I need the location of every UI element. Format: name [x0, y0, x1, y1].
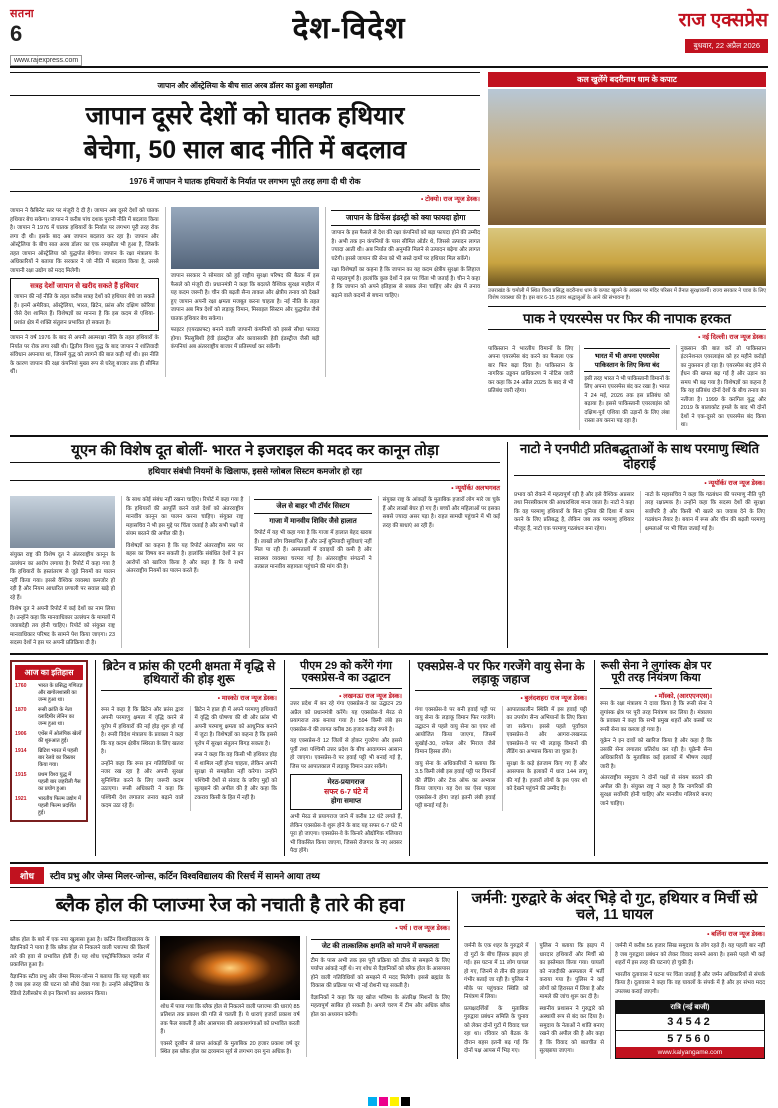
britain-story: [95, 660, 277, 856]
blackhole-col-1: [10, 936, 149, 1057]
history-item: [15, 707, 83, 728]
edition-date: बुधवार, 22 अप्रैल 2026: [685, 39, 768, 53]
history-year: 1906: [15, 730, 27, 737]
history-text: भारतीय फिल्म उद्योग में पहली फिल्म प्रदर्शित हुई।: [38, 795, 82, 816]
blackhole-col-2: [155, 936, 299, 1057]
lead-col1-p2: जापान ने वर्ष 1976 के बाद से अपनी आत्मरक्षा नीति के तहत हथियारों के निर्यात पर रोक लगा रखी थी। द्वितीय विश्व युद्ध के बाद जापान ने शांतिवादी संविधान अपनाया था, जिसमें युद्ध को त्यागने की बात कही गई थी। इस नीति के कारण जापान की रक्षा कंपनियां मुख्य रूप से घरेलू बाजार तक ही सीमित थीं।: [10, 335, 159, 376]
shodh-bar: [10, 862, 768, 888]
lead-col-2: [165, 207, 320, 377]
shodh-tag: शोध: [10, 867, 44, 884]
history-year: 1870: [15, 706, 27, 713]
germany-col-1: [464, 942, 529, 1059]
history-box: [10, 660, 88, 856]
pm-ganga-inset-l3: होगा समाप्त: [330, 798, 362, 806]
history-item: [15, 683, 83, 704]
lead-col3-p2: रक्षा विशेषज्ञों का कहना है कि जापान का यह कदम क्षेत्रीय सुरक्षा के लिहाज से महत्वपूर्ण है। हालांकि कुछ देशों ने इस पर चिंता भी जताई है। चीन ने कहा है कि जापान को अपने इतिहास से सबक लेना चाहिए और क्षेत्र में तनाव बढ़ाने वाले कदमों से बचना चाहिए।: [331, 267, 481, 299]
blackhole-headline: ब्लैक होल की प्लाज्मा रेज को नचाती है तारे की हवा: [55, 894, 405, 916]
russia-headline: रूसी सेना ने लुगांस्क क्षेत्र पर पूरी तरह नियंत्रण किया: [600, 659, 712, 685]
history-year: 1915: [15, 771, 27, 778]
pak-col-2: [579, 345, 669, 430]
pak-col-3: [676, 345, 766, 430]
blackhole-photo: [160, 936, 299, 1000]
blackhole-byline: • पर्थ । राज न्यूज डेस्क।: [395, 924, 450, 932]
history-item: [15, 748, 83, 769]
britain-col-2: [190, 706, 278, 811]
pm-ganga-byline: • लखनऊ/ राज न्यूज डेस्क।: [339, 693, 402, 701]
history-item: [15, 796, 83, 817]
un-col2-p2: विशेषज्ञों का कहना है कि यह रिपोर्ट अंतरराष्ट्रीय स्तर पर बहस का विषय बन सकती है। हालांकि संबंधित देशों ने इन आरोपों को खारिज किया है और कहा है कि वे सभी अंतरराष्ट्रीय नियमों का पालन करते हैं।: [126, 542, 244, 575]
germany-col1-p2: प्रत्यक्षदर्शियों के मुताबिक गुरुद्वारा प्रबंधन समिति के चुनाव को लेकर दोनों गुटों में विवाद चल रहा था। रविवार को बैठक के दौरान बहस इतनी बढ़ गई कि दोनों पक्ष आपस में भिड़ गए।: [464, 1005, 529, 1055]
un-col2-p1: के साथ कोई संबंध नहीं रखना चाहिए। रिपोर्ट में कहा गया है कि हथियारों की आपूर्ति करने वाले देशों को अंतरराष्ट्रीय मानवीय कानून का पालन करना चाहिए। संयुक्त राष्ट्र महासचिव ने भी इस मुद्दे पर चिंता जताई है और सभी पक्षों से संयम बरतने की अपील की है।: [126, 497, 244, 538]
lead-inset-box: [10, 278, 159, 331]
pak-col3: नुकसान की बात करें तो पाकिस्तान इंटरनेशनल एयरलाइंस को हर महीने करोड़ों का नुकसान हो रहा है। एयरस्पेस बंद होने से ईंधन की खपत बढ़ गई है और उड़ान का समय भी बढ़ गया है। विशेषज्ञों का कहना है कि यह प्रतिबंध दोनों देशों के बीच तनाव का नतीजा है। 1999 के करगिल युद्ध और 2019 के बालाकोट हमले के बाद भी दोनों देशों ने एक-दूसरे का एयरस्पेस बंद किया था।: [680, 345, 766, 429]
germany-col3-p2: भारतीय दूतावास ने घटना पर चिंता जताई है और जर्मन अधिकारियों से संपर्क किया है। दूतावास ने कहा कि वह घायलों के संपर्क में है और हर संभव मदद उपलब्ध कराई जाएगी।: [615, 971, 765, 995]
history-text: एथेंस में ओलंपिक खेलों की शुरुआत हुई।: [38, 730, 82, 744]
germany-headline: जर्मनी: गुरुद्वारे के अंदर भिड़े दो गुट, हथियार व मिर्ची स्प्रे चले, 11 घायल: [471, 890, 758, 923]
kalyan-result-box: [615, 1000, 765, 1059]
airforce-col1-p1: गंगा एक्सप्रेस-वे पर बनी हवाई पट्टी पर वायु सेना के लड़ाकू विमान फिर गरजेंगे। उद्घाटन से पहले वायु सेना का एयर शो आयोजित किया जाएगा, जिसमें सुखोई-30, राफेल और मिराज जैसे विमान हिस्सा लेंगे।: [415, 706, 496, 756]
blackhole-col2-p2: एक्सरे दूरबीन से प्राप्त आंकड़ों के मुताबिक 20 हजार प्रकाश वर्ष दूर स्थित इस ब्लैक होल का द्रव्यमान सूर्य से लगभग दस गुना अधिक है।: [160, 1040, 300, 1056]
lead-col3-head: जापान के डिफेंस इंडस्ट्री को क्या फायदा होगा: [331, 210, 480, 226]
britain-headline: ब्रिटेन व फ्रांस की एटमी क्षमता में वृद्धि से हथियारों की होड़ शुरू: [102, 658, 276, 687]
pak-col1: पाकिस्तान ने भारतीय विमानों के लिए अपना एयरस्पेस बंद करने का फैसला एक बार फिर बढ़ा दिया है। पाकिस्तान के नागरिक उड्डयन प्राधिकरण ने नोटिस जारी कर कहा कि 24 अप्रैल 2025 के बाद से भी प्रतिबंध जारी रहेगा।: [488, 345, 574, 395]
masthead: [10, 6, 768, 64]
history-year: 1914: [15, 747, 27, 754]
pm-ganga-p3: अभी मेरठ से प्रयागराज जाने में करीब 12 घंटे लगते हैं, लेकिन एक्सप्रेस-वे शुरू होने के बाद यह सफर 6-7 घंटे में पूरा हो जाएगा। एक्सप्रेस-वे के किनारे औद्योगिक गलियारा भी विकसित किया जाएगा, जिससे रोजगार के नए अवसर पैदा होंगे।: [290, 814, 402, 855]
pak-subhead: भारत में भी अपना एयरस्पेस पाकिस्तान के लिए किया बंद: [584, 348, 669, 372]
lead-col2-p1: जापान सरकार ने सोमवार को हुई राष्ट्रीय सुरक्षा परिषद की बैठक में इस फैसले को मंजूरी दी। प्रधानमंत्री ने कहा कि बदलते वैश्विक सुरक्षा माहौल में यह कदम जरूरी है। चीन की बढ़ती सैन्य ताकत और क्षेत्रीय तनाव को देखते हुए जापान अपनी रक्षा क्षमता मजबूत करना चाहता है। नई नीति के तहत जापान अब मित्र देशों को लड़ाकू विमान, मिसाइल सिस्टम और युद्धपोत जैसे घातक हथियार बेच सकेगा।: [170, 273, 320, 322]
pak-col-1: [488, 345, 573, 430]
masthead-center: [130, 6, 568, 47]
airforce-col2-p2: सुरक्षा के कड़े इंतजाम किए गए हैं और आसपास के इलाकों में धारा 144 लागू की गई है। हजारों लोगों के इस एयर शो को देखने पहुंचने की उम्मीद है।: [506, 760, 587, 793]
britain-col1-p1: रूस ने कहा है कि ब्रिटेन और फ्रांस द्वारा अपनी परमाणु क्षमता में वृद्धि करने से यूरोप में हथियारों की नई होड़ शुरू हो गई है। रूसी विदेश मंत्रालय के प्रवक्ता ने कहा कि यह कदम क्षेत्रीय स्थिरता के लिए खतरा है।: [101, 706, 184, 756]
lead-headline-line1: जापान दूसरे देशों को घातक हथियार: [85, 102, 405, 130]
nato-col-1: [514, 491, 634, 534]
britain-col2-p2: रूस ने कहा कि वह किसी भी हथियार होड़ में शामिल नहीं होना चाहता, लेकिन अपनी सुरक्षा से समझौता नहीं करेगा। उन्होंने पश्चिमी देशों से संवाद के जरिए मुद्दों को सुलझाने की अपील की है और कहा कि टकराव किसी के हित में नहीं है।: [194, 752, 277, 801]
lead-story: [10, 72, 480, 430]
un-mid-sub: गाजा में मानवीय शिविर जैसे हालात: [269, 518, 357, 526]
pm-ganga-headline: पीएम 29 को करेंगे गंगा एक्सप्रेस-वे का उद्घाटन: [300, 659, 392, 685]
kalyan-number-2: 57560: [616, 1030, 764, 1047]
page-number: 6: [10, 21, 23, 46]
blackhole-col3-p1: टीम के पास अभी तक इस पूरी प्रक्रिया को ठीक से समझने के लिए पर्याप्त आंकड़े नहीं थे। नए शोध से वैज्ञानिकों को ब्लैक होल के आसपास होने वाली गतिविधियों को समझने में मदद मिलेगी। इससे ब्रह्मांड के विकास की प्रक्रिया पर भी नई रोशनी पड़ सकती है।: [310, 957, 450, 990]
masthead-left: [10, 6, 130, 67]
un-col1-p1: संयुक्त राष्ट्र की विशेष दूत ने अंतरराष्ट्रीय कानून के उल्लंघन का आरोप लगाया है। रिपोर्ट में कहा गया है कि हथियारों के हस्तांतरण से जुड़े नियमों का पालन नहीं किया गया। इससे वैश्विक व्यवस्था कमजोर हो रही है और नियम आधारित प्रणाली पर सवाल खड़े हो रहे हैं।: [10, 552, 115, 601]
shodh-strap: स्टीव प्रभु और जेम्स मिलर-जोन्स, कर्टिन विश्वविद्यालय की रिसर्च में सामने आया तथ्य: [50, 870, 320, 881]
kalyan-url[interactable]: www.kalyangame.com: [616, 1047, 764, 1058]
un-col-3: [249, 496, 371, 648]
un-mid-head: जेल से बाहर भी टॉर्चर सिस्टम: [254, 499, 371, 514]
un-envoy-portrait: [10, 496, 115, 548]
airforce-col1-p2: वायु सेना के अधिकारियों ने बताया कि 3.5 किमी लंबी इस हवाई पट्टी पर विमानों की लैंडिंग और टेक ऑफ का अभ्यास किया जाएगा। यह देश का ऐसा पहला एक्सप्रेस-वे होगा जहां इतनी लंबी हवाई पट्टी बनाई गई है।: [415, 760, 496, 810]
blackhole-col3-p2: वैज्ञानिकों ने कहा कि यह खोज भविष्य के अंतरिक्ष मिशनों के लिए महत्वपूर्ण साबित हो सकती है। अगले चरण में टीम और अधिक ब्लैक होल का अध्ययन करेगी।: [310, 994, 450, 1018]
nato-col-2: [640, 491, 765, 534]
britain-col1-p2: उन्होंने कहा कि रूस इन गतिविधियों पर नजर रख रहा है और अपनी सुरक्षा सुनिश्चित करने के लिए जरूरी कदम उठाएगा। रूसी अधिकारी ने कहा कि पश्चिमी देश लगातार तनाव बढ़ाने वाले कदम उठा रहे हैं।: [101, 760, 184, 810]
germany-byline: • बर्लिन/ राज न्यूज डेस्क।: [707, 931, 765, 939]
pak-headline: पाक ने एयरस्पेस पर फिर की नापाक हरकत: [523, 310, 731, 326]
lead-inset-title: सत्रह देशों जापान से खरीद सकते हैं हथियार: [30, 283, 139, 291]
airforce-byline: • बुलंदशहर/ राज न्यूज डेस्क।: [520, 694, 587, 702]
lead-columns: [10, 207, 480, 377]
top-section: [10, 72, 768, 430]
un-col-4: [378, 496, 500, 648]
un-story: [10, 442, 500, 648]
germany-col2-p1: पुलिस ने बताया कि झड़प में धारदार हथियारों और मिर्ची स्प्रे का इस्तेमाल किया गया। घायलों को नजदीकी अस्पताल में भर्ती कराया गया है। पुलिस ने कई लोगों को हिरासत में लिया है और मामले की जांच शुरू कर दी है।: [539, 943, 604, 1001]
pm-ganga-p2: यह एक्सप्रेस-वे 12 जिलों से होकर गुजरेगा और इससे पूर्वी तथा पश्चिमी उत्तर प्रदेश के बीच आवागमन आसान हो जाएगा। एक्सप्रेस-वे पर हवाई पट्टी भी बनाई गई है, जिस पर आपातकाल में लड़ाकू विमान उतर सकेंगे।: [290, 738, 402, 770]
pak-columns: [488, 345, 766, 430]
history-item: [15, 772, 83, 793]
airforce-col2-p1: आपातकालीन स्थिति में इस हवाई पट्टी का उपयोग सैन्य अभियानों के लिए किया जा सकेगा। इससे पहले पूर्वांचल एक्सप्रेस-वे और आगरा-लखनऊ एक्सप्रेस-वे पर भी लड़ाकू विमानों की लैंडिंग का अभ्यास किया जा चुका है।: [506, 706, 587, 756]
germany-col1-p1: जर्मनी के एक शहर के गुरुद्वारे में दो गुटों के बीच हिंसक झड़प हो गई। इस घटना में 11 लोग घायल हो गए, जिनमें से तीन की हालत गंभीर बताई जा रही है। पुलिस ने मौके पर पहुंचकर स्थिति को नियंत्रण में लिया।: [464, 943, 529, 1001]
history-text: भारत के प्रसिद्ध गणितज्ञ और खगोलशास्त्री का जन्म हुआ था।: [38, 682, 83, 703]
lead-inset-body: जापान की नई नीति के तहत करीब सत्रह देशों को हथियार बेचे जा सकते हैं। इनमें अमेरिका, ऑस्ट्रेलिया, भारत, ब्रिटेन, फ्रांस और दक्षिण कोरिया जैसे देश शामिल हैं। विशेषज्ञों का मानना है कि इस कदम से एशिया-प्रशांत क्षेत्र में शक्ति संतुलन प्रभावित हो सकता है।: [14, 294, 155, 326]
un-mid-body1: रिपोर्ट में यह भी कहा गया है कि गाजा में हालात बेहद खराब हैं। लाखों लोग विस्थापित हैं और उन्हें बुनियादी सुविधाएं नहीं मिल पा रही हैं। अस्पतालों में दवाइयों की कमी है और स्वास्थ्य व्यवस्था चरमरा गई है। अंतरराष्ट्रीय संगठनों ने तत्काल मानवीय सहायता पहुंचाने की मांग की है।: [254, 530, 372, 571]
history-text: प्रथम विश्व युद्ध में पहली बार जहरीली गैस का प्रयोग हुआ।: [38, 771, 81, 792]
lead-headline-line2: बेचेगा, 50 साल बाद नीति में बदलाव: [83, 136, 407, 164]
blackhole-col1-p1: ब्लैक होल के बारे में एक नया खुलासा हुआ है। कर्टिन विश्वविद्यालय के वैज्ञानिकों ने पाया है कि ब्लैक होल से निकलने वाली प्लाज्मा की किरणें तारे की हवा से प्रभावित होती हैं। यह शोध एस्ट्रोफिजिकल जर्नल में प्रकाशित हुआ है।: [10, 936, 150, 969]
pak-byline: • नई दिल्ली। राज न्यूज डेस्क।: [698, 333, 766, 341]
russia-p3: अंतरराष्ट्रीय समुदाय ने दोनों पक्षों से संयम बरतने की अपील की है। संयुक्त राष्ट्र ने कहा है कि नागरिकों की सुरक्षा सर्वोपरि होनी चाहिए और मानवीय गलियारे बनाए जाने चाहिए।: [600, 775, 712, 807]
blackhole-columns: [10, 936, 450, 1057]
lead-col2-p2: फाइटर (एयरक्राफ्ट) बनाने वाली जापानी कंपनियों को इससे सीधा फायदा होगा। मित्सुबिशी हेवी इंडस्ट्रीज और कावासाकी हेवी इंडस्ट्रीज जैसी बड़ी कंपनियां अब अंतरराष्ट्रीय बाजार में प्रतिस्पर्धा कर सकेंगी।: [170, 327, 320, 351]
pm-ganga-inset-l2: सफर 6-7 घंटे में: [324, 787, 368, 797]
top-right-column: [488, 72, 766, 430]
britain-columns: [101, 706, 277, 811]
un-subhead: हथियार संबंधी नियमों के खिलाफ, इससे ग्लोबल सिस्टम कमजोर हो रहा: [148, 466, 362, 477]
history-text: ब्रिटिश भारत में पहली बार रेलवे का विस्तार किया गया।: [38, 747, 78, 768]
pm-ganga-inset-l1: मेरठ-प्रयागराज: [327, 779, 365, 787]
airforce-headline: एक्सप्रेस-वे पर फिर गरजेंगे वायु सेना के लड़ाकू जहाज: [417, 658, 585, 687]
britain-col-1: [101, 706, 184, 811]
russia-p1: रूस के रक्षा मंत्रालय ने दावा किया है कि रूसी सेना ने लुगांस्क क्षेत्र पर पूरी तरह नियंत्रण कर लिया है। मंत्रालय के प्रवक्ता ने कहा कि सभी प्रमुख शहरों और कस्बों पर रूसी सेना का कब्जा हो गया है।: [600, 701, 712, 733]
lead-col-1: [10, 207, 159, 377]
cmyk-yellow: [390, 1097, 399, 1106]
un-columns: [10, 496, 500, 648]
cmyk-cyan: [368, 1097, 377, 1106]
history-year: 1921: [15, 795, 27, 802]
russia-byline: • मॉस्को, (आरएएनएस)।: [654, 693, 712, 701]
brand-logo: राज एक्सप्रेस: [678, 10, 768, 31]
airforce-columns: [415, 706, 587, 811]
blackhole-col1-p2: वैज्ञानिक स्टीव प्रभु और जेम्स मिलर-जोन्स ने बताया कि यह पहली बार है जब इस तरह की घटना को सीधे देखा गया है। उन्होंने ऑस्ट्रेलिया के रेडियो टेलीस्कोप से इन किरणों का अध्ययन किया।: [10, 973, 150, 997]
airforce-col-2: [502, 706, 588, 811]
nato-story: [507, 442, 765, 648]
blackhole-col-3: [306, 936, 450, 1057]
kalyan-number-1: 34542: [667, 1016, 713, 1029]
nato-columns: [514, 491, 765, 534]
lead-kicker: [10, 72, 480, 96]
third-band: [10, 660, 768, 856]
blackhole-story: [10, 891, 450, 1060]
section-title: देश-विदेश: [292, 12, 406, 45]
security-group-photo: [488, 228, 766, 286]
history-panel: [10, 660, 88, 822]
blackhole-col2-p1: शोध में पाया गया कि ब्लैक होल से निकलने वाली प्लाज्मा की धाराएं 85 प्रतिशत तक प्रकाश की गति से चलती हैं। ये धाराएं हजारों प्रकाश वर्ष तक फैल सकती हैं और आसपास की आकाशगंगाओं को प्रभावित करती हैं।: [160, 1003, 300, 1036]
germany-col3-p1: जर्मनी में करीब 56 हजार सिख समुदाय के लोग रहते हैं। यह पहली बार नहीं है जब गुरुद्वारा प्रबंधन को लेकर विवाद सामने आया है। इससे पहले भी कई शहरों में इस तरह की घटनाएं हो चुकी हैं।: [615, 943, 765, 967]
pm-ganga-story: [284, 660, 402, 856]
germany-col-3: [610, 942, 765, 1059]
germany-col-2: [535, 942, 605, 1059]
nato-col1: प्रभाव को रोकने में महत्वपूर्ण रही है और इसे वैश्विक अप्रसार तथा निरस्त्रीकरण की आधारशिला माना जाता है। नाटो ने कहा कि वह परमाणु हथियारों के बिना दुनिया की दिशा में काम करने के लिए प्रतिबद्ध है, लेकिन जब तक परमाणु हथियार मौजूद हैं, नाटो एक परमाणु गठबंधन बना रहेगा।: [514, 491, 634, 532]
badrinath-temple-photo: [488, 89, 766, 225]
bottom-band: [10, 891, 768, 1060]
history-title: आज का इतिहास: [15, 665, 83, 680]
lead-subhead: 1976 में जापान ने घातक हथियारों के निर्यात पर लगभग पूरी तरह लगा दी थी रोक: [129, 177, 361, 186]
pm-ganga-p1: उत्तर प्रदेश में बन रहे गंगा एक्सप्रेस-वे का उद्घाटन 29 अप्रैल को प्रधानमंत्री करेंगे। यह एक्सप्रेस-वे मेरठ से प्रयागराज तक बनाया गया है। 594 किमी लंबे इस एक्सप्रेस-वे की लागत करीब 36 हजार करोड़ रुपये है।: [290, 701, 402, 733]
lead-col1-p1: जापान ने कैबिनेट स्तर पर मंजूरी दे दी है। जापान अब दूसरे देशों को घातक हथियार बेच सकेगा। जापान ने करीब पांच दशक पुरानी नीति में बदलाव किया है। जापान ने 1976 में घातक हथियारों के निर्यात पर लगभग पूरी तरह रोक लगा दी थी। इसके बाद अब जापान बदलाव कर रहा है। जापान और ऑस्ट्रेलिया के बीच सात अरब डॉलर का एक समझौता भी हुआ है, जिसके तहत जापान ऑस्ट्रेलिया को युद्धपोत बेचेगा। जापान के रक्षा मंत्रालय के अधिकारियों ने बताया कि सरकार ने जो नीति में बदलाव किया है, उससे जापानी रक्षा उद्योग को मदद मिलेगी।: [10, 208, 159, 274]
kalyan-title: रात्रि (नई बाजी): [616, 1001, 764, 1014]
germany-columns: [464, 942, 765, 1059]
photo-caption-2: उत्तराखंड के चमोली में स्थित विश्व प्रसिद्ध बदरीनाथ धाम के कपाट खुलने के अवसर पर मंदिर परिसर में तैनात सुरक्षाकर्मी। राज्य सरकार ने यात्रा के लिए विशेष व्यवस्था की है। इस बार 6-15 हजार श्रद्धालुओं के आने की संभावना है।: [488, 288, 766, 302]
un-col-1: [10, 496, 115, 648]
blackhole-subhead: जेट की तात्कालिक क्षमति को मापने में सफलता: [311, 939, 450, 954]
nato-headline: नाटो ने एनपीटी प्रतिबद्धताओं के साथ परमाणु स्थिति दोहराई: [519, 440, 760, 471]
masthead-right: [568, 6, 768, 53]
lead-col-3: [325, 207, 480, 377]
lead-kicker-text: जापान और ऑस्ट्रेलिया के बीच सात अरब डॉलर का हुआ समझौता: [157, 81, 333, 90]
city-name: सतना: [10, 8, 35, 20]
lead-col3-p1: जापान के इस फैसले से देश की रक्षा कंपनियों को बड़ा फायदा होने की उम्मीद है। अभी तक इन कंपनियों के पास सीमित ऑर्डर थे, जिससे उत्पादन लागत ज्यादा आती थी। अब निर्यात की अनुमति मिलने से उत्पादन बढ़ेगा और लागत घटेगी। इससे जापान की सेना को भी सस्ते दामों पर हथियार मिल सकेंगे।: [331, 230, 481, 262]
nato-byline: • न्यूयॉर्क/ राज न्यूज डेस्क।: [704, 479, 765, 487]
website-url[interactable]: www.rajexpress.com: [10, 55, 82, 66]
un-col1-p2: विशेष दूत ने अपनी रिपोर्ट में कई देशों का नाम लिया है। उन्होंने कहा कि मानवाधिकार उल्लंघन के मामलों में जवाबदेही तय होनी चाहिए। रिपोर्ट को संयुक्त राष्ट्र मानवाधिकार परिषद के सामने पेश किया जाएगा। 23 सदस्य देशों ने इस पर अपनी प्रतिक्रिया दी है।: [10, 606, 115, 647]
history-year: 1760: [15, 682, 27, 689]
pak-col2: इसी तरह भारत ने भी पाकिस्तानी विमानों के लिए अपना एयरस्पेस बंद कर रखा है। भारत ने 24 मई, 2026 तक इस प्रतिबंध को बढ़ाया है। इससे पाकिस्तानी एयरलाइंस को दक्षिण-पूर्व एशिया की उड़ानों के लिए लंबा रास्ता तय करना पड़ रहा है।: [584, 375, 670, 425]
cmyk-magenta: [379, 1097, 388, 1106]
pm-ganga-inset: [290, 774, 402, 810]
britain-col2-p1: ब्रिटेन ने हाल ही में अपने परमाणु हथियारों में वृद्धि की घोषणा की थी और फ्रांस भी अपनी परमाणु क्षमता को आधुनिक बनाने में जुटा है। विशेषज्ञों का कहना है कि इससे यूरोप में सुरक्षा संतुलन बिगड़ सकता है।: [194, 706, 277, 747]
nato-col2: नाटो के महासचिव ने कहा कि गठबंधन की परमाणु नीति पूरी तरह रक्षात्मक है। उन्होंने कहा कि सदस्य देशों की सुरक्षा सर्वोपरि है और किसी भी खतरे का जवाब देने के लिए गठबंधन तैयार है। बयान में रूस और चीन की बढ़ती परमाणु क्षमताओं पर भी चिंता जताई गई है।: [645, 491, 765, 532]
un-byline: • न्यूयॉर्क/ अलभगवत: [451, 485, 500, 493]
britain-byline: • मास्को/ राज न्यूज डेस्क।: [217, 694, 277, 702]
lead-byline: • टोक्यो। राज न्यूज डेस्क।: [421, 196, 480, 203]
history-item: [15, 731, 83, 745]
russia-p2: यूक्रेन ने इन दावों को खारिज किया है और कहा है कि उसकी सेना लगातार प्रतिरोध कर रही है। यूक्रेनी सैन्य अधिकारियों के मुताबिक कई इलाकों में भीषण लड़ाई जारी है।: [600, 738, 712, 770]
airforce-col-1: [415, 706, 496, 811]
un-col-2: [121, 496, 243, 648]
russia-story: [594, 660, 712, 856]
lead-photo-meeting: [171, 207, 320, 269]
second-band: [10, 442, 768, 648]
cmyk-black: [401, 1097, 410, 1106]
airforce-story: [409, 660, 587, 856]
cmyk-registration-marks: [368, 1097, 410, 1106]
photo-caption-bar: कल खुलेंगे बदरीनाथ धाम के कपाट: [488, 72, 766, 87]
un-headline: यूएन की विशेष दूत बोलीं- भारत ने इजराइल की मदद कर कानून तोड़ा: [71, 441, 439, 459]
un-mid-body2: संयुक्त राष्ट्र के आंकड़ों के मुताबिक हजारों लोग मारे जा चुके हैं और लाखों बेघर हो गए हैं। बच्चों और महिलाओं पर इसका सबसे ज्यादा असर पड़ा है। राहत सामग्री पहुंचाने में भी कई तरह की बाधाएं आ रही हैं।: [382, 497, 500, 529]
germany-story: [457, 891, 765, 1060]
history-text: रूसी क्रांति के नेता व्लादिमीर लेनिन का जन्म हुआ था।: [38, 706, 75, 727]
germany-col2-p2: स्थानीय प्रशासन ने गुरुद्वारे को अस्थायी रूप से बंद कर दिया है। समुदाय के नेताओं ने शांति बनाए रखने की अपील की है और कहा है कि विवाद को बातचीत से सुलझाया जाएगा।: [539, 1005, 604, 1055]
